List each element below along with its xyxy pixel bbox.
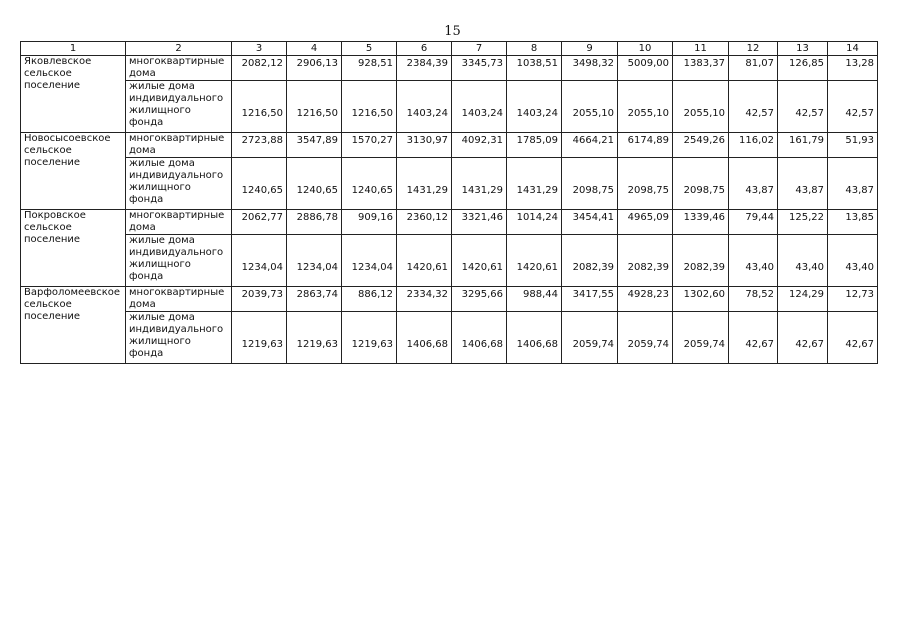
value-cell: 1240,65 (342, 158, 397, 210)
settlement-name: Новосысоевское сельское поселение (21, 133, 126, 210)
table-header (21, 42, 878, 56)
value-cell: 2886,78 (287, 210, 342, 235)
value-cell: 13,28 (828, 56, 878, 81)
value-cell: 125,22 (778, 210, 828, 235)
value-cell: 2098,75 (673, 158, 729, 210)
value-cell: 3295,66 (452, 287, 507, 312)
value-cell: 124,29 (778, 287, 828, 312)
value-cell: 1339,46 (673, 210, 729, 235)
value-cell: 3417,55 (562, 287, 618, 312)
housing-type: жилые дома индивидуального жилищного фонда (126, 81, 232, 133)
value-cell: 6174,89 (618, 133, 673, 158)
value-cell: 2039,73 (232, 287, 287, 312)
value-cell: 79,44 (729, 210, 778, 235)
value-cell: 5009,00 (618, 56, 673, 81)
table-row (21, 133, 878, 158)
value-cell: 909,16 (342, 210, 397, 235)
value-cell: 988,44 (507, 287, 562, 312)
value-cell: 1383,37 (673, 56, 729, 81)
value-cell: 1420,61 (452, 235, 507, 287)
value-cell: 4092,31 (452, 133, 507, 158)
value-cell: 1420,61 (397, 235, 452, 287)
value-cell: 3321,46 (452, 210, 507, 235)
value-cell: 2360,12 (397, 210, 452, 235)
value-cell: 1431,29 (507, 158, 562, 210)
value-cell: 43,40 (729, 235, 778, 287)
value-cell: 1216,50 (342, 81, 397, 133)
value-cell: 42,67 (729, 312, 778, 364)
value-cell: 2863,74 (287, 287, 342, 312)
value-cell: 161,79 (778, 133, 828, 158)
table-body (21, 56, 878, 364)
value-cell: 3498,32 (562, 56, 618, 81)
value-cell: 1420,61 (507, 235, 562, 287)
column-header: 12 (729, 42, 778, 56)
tariff-table (20, 41, 878, 364)
housing-type: многоквартирные дома (126, 56, 232, 81)
column-header: 4 (287, 42, 342, 56)
value-cell: 1219,63 (232, 312, 287, 364)
column-number-row (21, 42, 878, 56)
housing-type: жилые дома индивидуального жилищного фонда (126, 158, 232, 210)
value-cell: 1014,24 (507, 210, 562, 235)
housing-type: многоквартирные дома (126, 210, 232, 235)
value-cell: 12,73 (828, 287, 878, 312)
value-cell: 2059,74 (673, 312, 729, 364)
value-cell: 43,87 (778, 158, 828, 210)
value-cell: 43,40 (828, 235, 878, 287)
value-cell: 2062,77 (232, 210, 287, 235)
table-row (21, 287, 878, 312)
housing-type: многоквартирные дома (126, 287, 232, 312)
value-cell: 928,51 (342, 56, 397, 81)
table-row (21, 210, 878, 235)
value-cell: 116,02 (729, 133, 778, 158)
column-header: 1 (21, 42, 126, 56)
value-cell: 1219,63 (287, 312, 342, 364)
value-cell: 2059,74 (618, 312, 673, 364)
value-cell: 42,57 (729, 81, 778, 133)
value-cell: 1406,68 (397, 312, 452, 364)
value-cell: 1431,29 (397, 158, 452, 210)
value-cell: 1038,51 (507, 56, 562, 81)
value-cell: 43,87 (828, 158, 878, 210)
column-header: 2 (126, 42, 232, 56)
value-cell: 1570,27 (342, 133, 397, 158)
value-cell: 2082,39 (618, 235, 673, 287)
settlement-name: Варфоломеевское сельское поселение (21, 287, 126, 364)
value-cell: 1403,24 (397, 81, 452, 133)
value-cell: 1234,04 (232, 235, 287, 287)
settlement-name: Яковлевское сельское поселение (21, 56, 126, 133)
value-cell: 4965,09 (618, 210, 673, 235)
column-header: 8 (507, 42, 562, 56)
value-cell: 1431,29 (452, 158, 507, 210)
value-cell: 43,40 (778, 235, 828, 287)
value-cell: 886,12 (342, 287, 397, 312)
column-header: 10 (618, 42, 673, 56)
column-header: 3 (232, 42, 287, 56)
value-cell: 51,93 (828, 133, 878, 158)
column-header: 6 (397, 42, 452, 56)
value-cell: 81,07 (729, 56, 778, 81)
value-cell: 2098,75 (618, 158, 673, 210)
table-row (21, 56, 878, 81)
value-cell: 3547,89 (287, 133, 342, 158)
value-cell: 1219,63 (342, 312, 397, 364)
value-cell: 1785,09 (507, 133, 562, 158)
value-cell: 1234,04 (342, 235, 397, 287)
value-cell: 4928,23 (618, 287, 673, 312)
value-cell: 2906,13 (287, 56, 342, 81)
value-cell: 2082,39 (562, 235, 618, 287)
value-cell: 2334,32 (397, 287, 452, 312)
value-cell: 2055,10 (618, 81, 673, 133)
value-cell: 2082,12 (232, 56, 287, 81)
value-cell: 13,85 (828, 210, 878, 235)
value-cell: 4664,21 (562, 133, 618, 158)
table-row (21, 81, 878, 133)
value-cell: 2549,26 (673, 133, 729, 158)
value-cell: 1406,68 (452, 312, 507, 364)
housing-type: жилые дома индивидуального жилищного фонда (126, 312, 232, 364)
value-cell: 2055,10 (673, 81, 729, 133)
value-cell: 1216,50 (287, 81, 342, 133)
housing-type: многоквартирные дома (126, 133, 232, 158)
settlement-name: Покровское сельское поселение (21, 210, 126, 287)
column-header: 13 (778, 42, 828, 56)
value-cell: 42,67 (828, 312, 878, 364)
value-cell: 1240,65 (232, 158, 287, 210)
value-cell: 2723,88 (232, 133, 287, 158)
value-cell: 1240,65 (287, 158, 342, 210)
column-header: 5 (342, 42, 397, 56)
value-cell: 2082,39 (673, 235, 729, 287)
value-cell: 1234,04 (287, 235, 342, 287)
value-cell: 42,67 (778, 312, 828, 364)
value-cell: 3345,73 (452, 56, 507, 81)
value-cell: 43,87 (729, 158, 778, 210)
table-row (21, 235, 878, 287)
value-cell: 1403,24 (507, 81, 562, 133)
value-cell: 1216,50 (232, 81, 287, 133)
column-header: 11 (673, 42, 729, 56)
value-cell: 1406,68 (507, 312, 562, 364)
value-cell: 2059,74 (562, 312, 618, 364)
value-cell: 78,52 (729, 287, 778, 312)
table-row (21, 312, 878, 364)
table-row (21, 158, 878, 210)
value-cell: 1403,24 (452, 81, 507, 133)
value-cell: 42,57 (828, 81, 878, 133)
value-cell: 126,85 (778, 56, 828, 81)
column-header: 9 (562, 42, 618, 56)
value-cell: 2098,75 (562, 158, 618, 210)
value-cell: 42,57 (778, 81, 828, 133)
page-number: 15 (444, 24, 461, 39)
column-header: 7 (452, 42, 507, 56)
value-cell: 3130,97 (397, 133, 452, 158)
value-cell: 1302,60 (673, 287, 729, 312)
value-cell: 2055,10 (562, 81, 618, 133)
value-cell: 3454,41 (562, 210, 618, 235)
housing-type: жилые дома индивидуального жилищного фонда (126, 235, 232, 287)
column-header: 14 (828, 42, 878, 56)
value-cell: 2384,39 (397, 56, 452, 81)
